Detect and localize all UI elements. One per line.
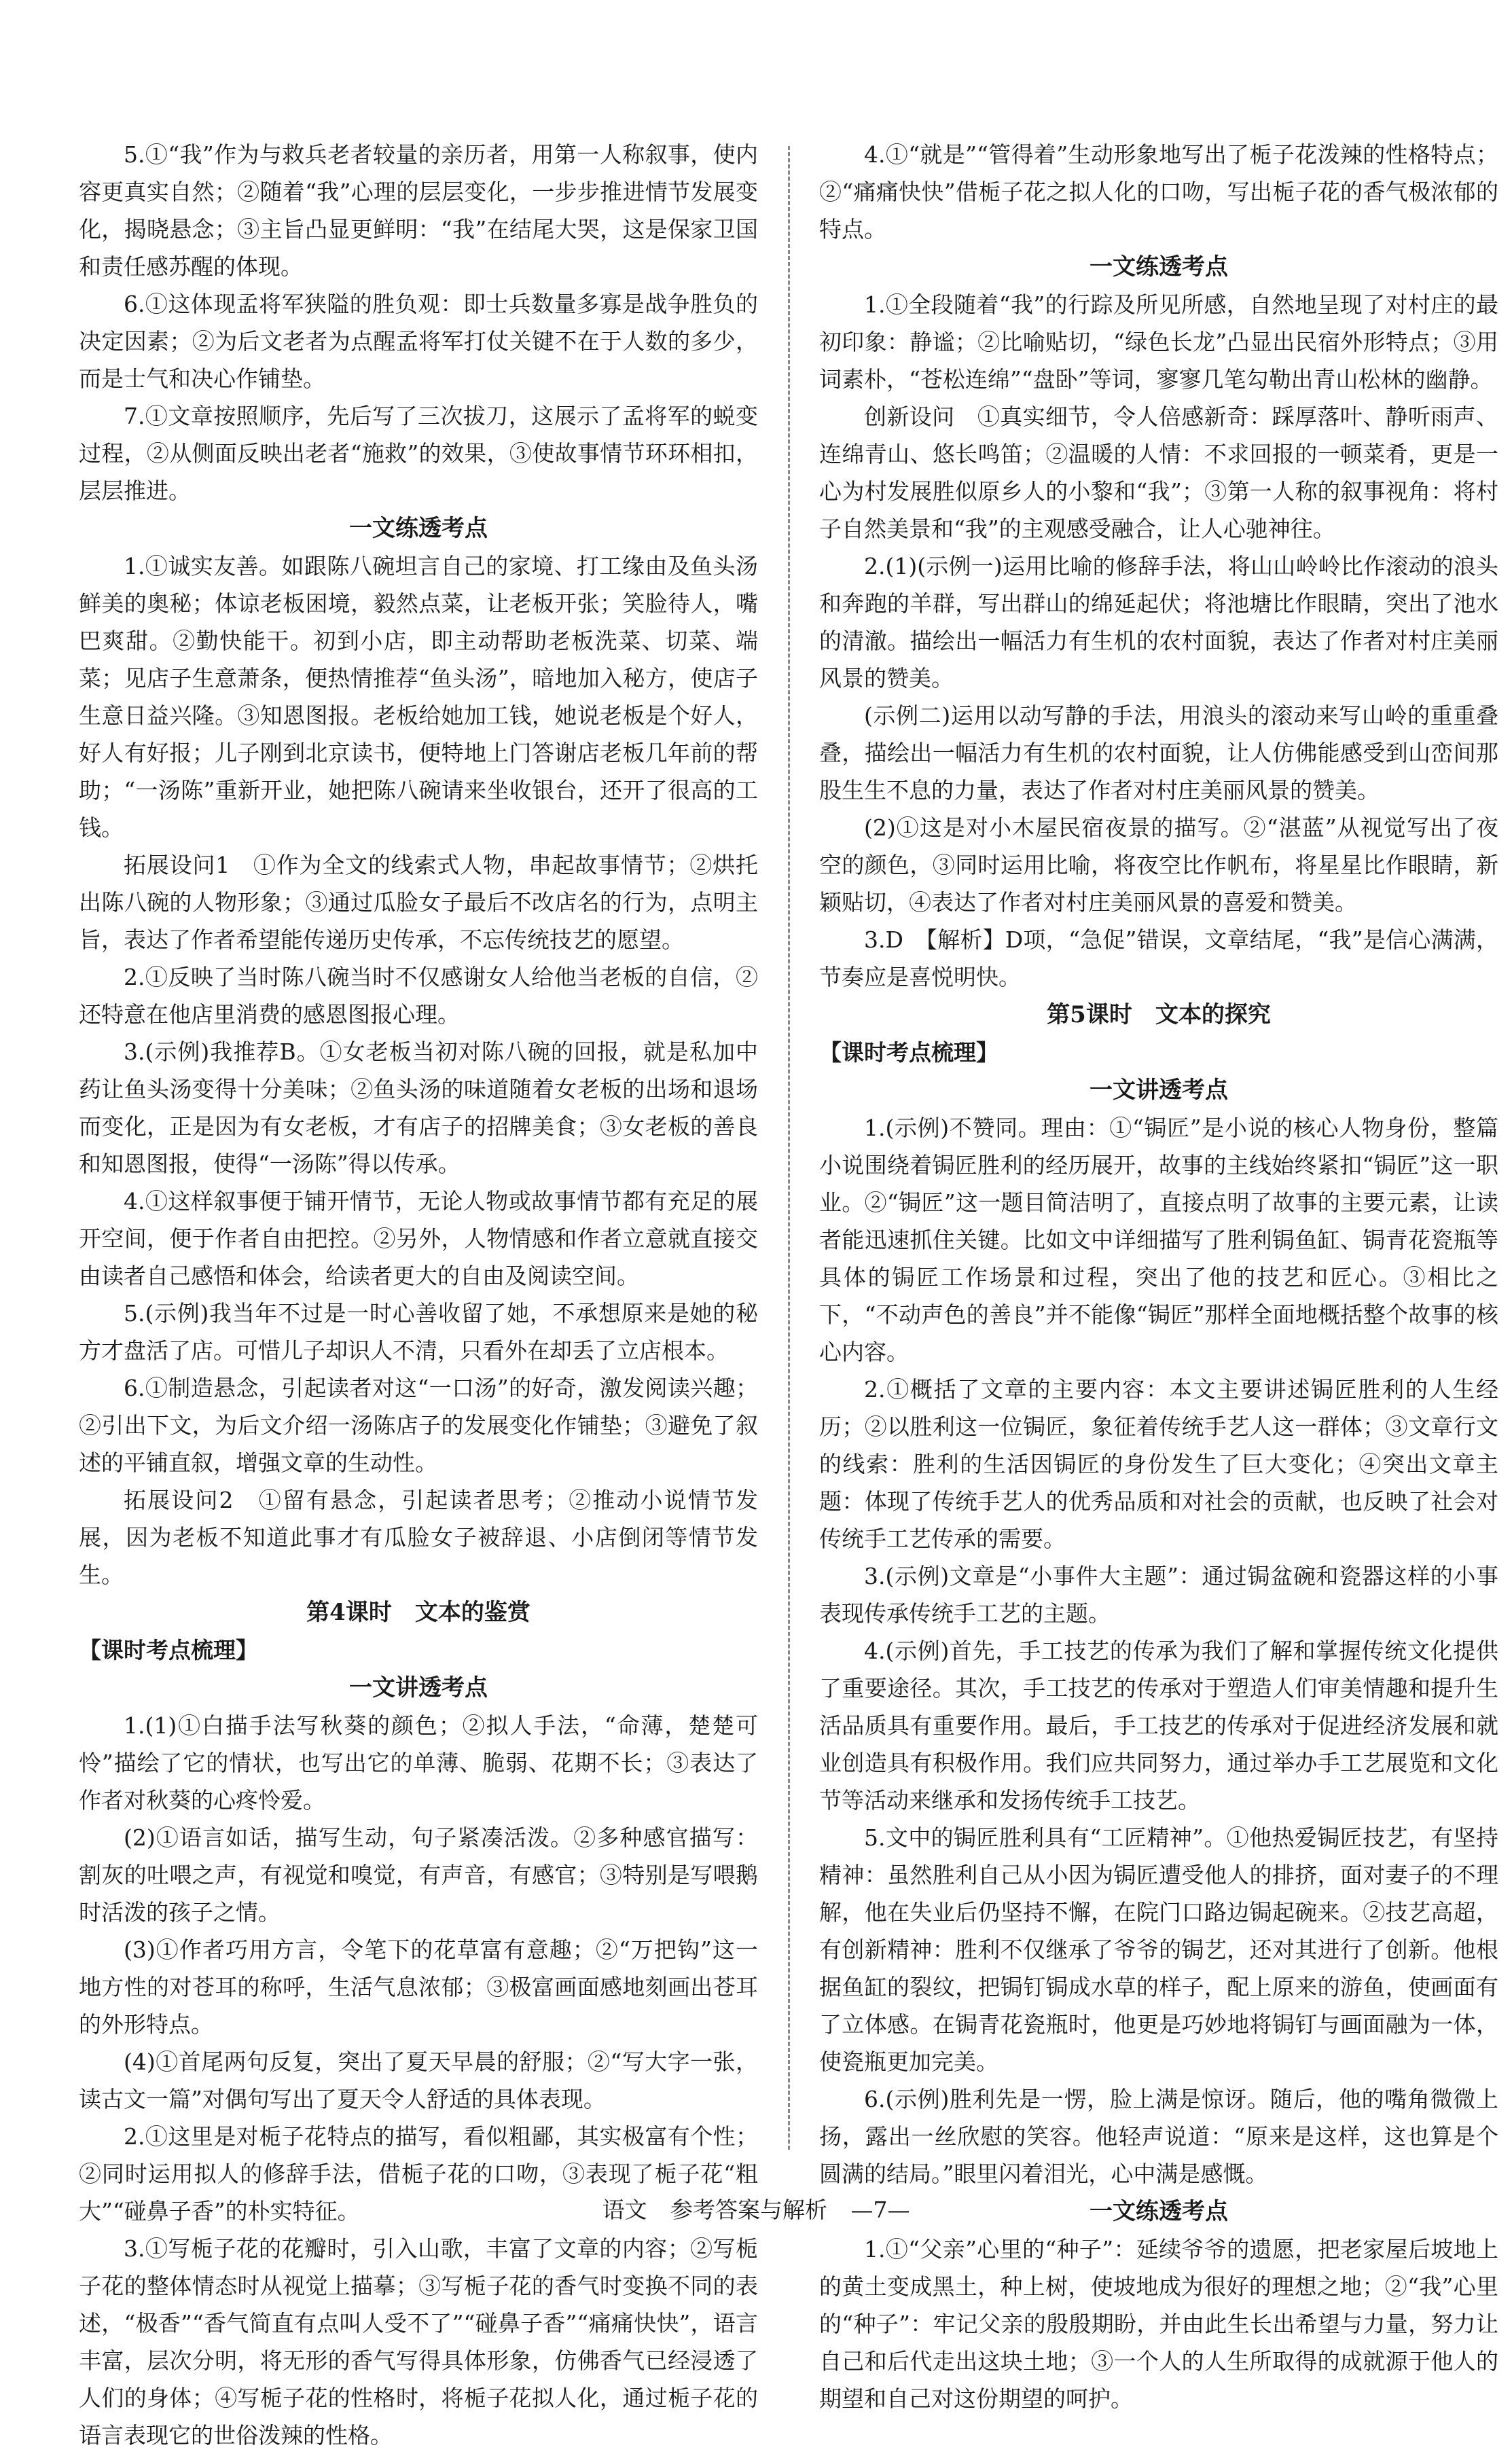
answer-paragraph: 3.(示例)文章是“小事件大主题”：通过锔盆碗和瓷器这样的小事表现传承传统手工艺的主题。: [819, 1563, 1498, 1627]
page-number: —7—: [850, 2197, 910, 2223]
section-heading: 一文练透考点: [1090, 2198, 1228, 2225]
column-divider: [788, 146, 790, 2150]
section-heading: 一文练透考点: [349, 515, 488, 542]
answer-paragraph: 2.(1)(示例一)运用比喻的修辞手法，将山山岭岭比作滚动的浪头和奔跑的羊群，写出群山的绵延起伏；将池塘比作眼睛，突出了池水的清澈。描绘出一幅活力有生机的农村面貌，表达了作者对村庄美丽风景的赞美。: [819, 553, 1498, 691]
lesson-title: 第5课时 文本的探究: [1047, 1001, 1271, 1028]
left-column: [79, 136, 758, 2454]
answer-paragraph: 7.①文章按照顺序，先后写了三次拔刀，这展示了孟将军的蜕变过程，②从侧面反映出老者“施救”的效果，③使故事情节环环相扣，层层推进。: [79, 403, 758, 504]
answer-paragraph: 1.①全段随着“我”的行踪及所见所感，自然地呈现了对村庄的最初印象：静谧；②比喻贴切，“绿色长龙”凸显出民宿外形特点；③用词素朴，“苍松连绵”“盘卧”等词，寥寥几笔勾勒出青山松林的幽静。: [819, 291, 1498, 393]
answer-paragraph: 1.(1)①白描手法写秋葵的颜色；②拟人手法，“命薄，楚楚可怜”描绘了它的情状，也写出它的单薄、脆弱、花期不长；③表达了作者对秋葵的心疼怜爱。: [79, 1712, 758, 1814]
answer-paragraph: 3.①写栀子花的花瓣时，引入山歌，丰富了文章的内容；②写栀子花的整体情态时从视觉上描摹；③写栀子花的香气时变换不同的表述，“极香”“香气简直有点叫人受不了”“碰鼻子香”“痛痛快快”，语言丰富，层次分明，将无形的香气写得具体形象，仿佛香气已经浸透了人们的身体；④写栀子花的性格时，将栀子花拟人化，通过栀子花的语言表现它的世俗泼辣的性格。: [79, 2235, 758, 2449]
answer-paragraph: (3)①作者巧用方言，令笔下的花草富有意趣；②“万把钩”这一地方性的对苍耳的称呼，生活气息浓郁；③极富画面感地刻画出苍耳的外形特点。: [79, 1936, 758, 2038]
right-column: [819, 136, 1498, 2417]
answer-paragraph: 5.(示例)我当年不过是一时心善收留了她，不承想原来是她的秘方才盘活了店。可惜儿子却识人不清，只看外在却丢了立店根本。: [79, 1300, 758, 1364]
answer-paragraph: 1.(示例)不赞同。理由：①“锔匠”是小说的核心人物身份，整篇小说围绕着锔匠胜利的经历展开，故事的主线始终紧扣“锔匠”这一职业。②“锔匠”这一题目简洁明了，直接点明了故事的主要元素，让读者能迅速抓住关键。比如文中详细描写了胜利锔鱼缸、锔青花瓷瓶等具体的锔匠工作场景和过程，突出了他的技艺和匠心。③相比之下，“不动声色的善良”并不能像“锔匠”那样全面地概括整个故事的核心内容。: [819, 1115, 1498, 1365]
answer-paragraph: 3.D 【解析】D项，“急促”错误，文章结尾，“我”是信心满满，节奏应是喜悦明快。: [819, 926, 1498, 990]
answer-paragraph: 5.①“我”作为与救兵老者较量的亲历者，用第一人称叙事，使内容更真实自然；②随着“我”心理的层层变化，一步步推进情节发展变化，揭晓悬念；③主旨凸显更鲜明：“我”在结尾大哭，这是保家卫国和责任感苏醒的体现。: [79, 141, 758, 280]
answer-paragraph: 3.(示例)我推荐B。①女老板当初对陈八碗的回报，就是私加中药让鱼头汤变得十分美味；②鱼头汤的味道随着女老板的出场和退场而变化，正是因为有女老板，才有店子的招牌美食；③女老板的善良和知恩图报，使得“一汤陈”得以传承。: [79, 1039, 758, 1177]
footer-title: 参考答案与解析: [670, 2197, 827, 2223]
answer-paragraph: (4)①首尾两句反复，突出了夏天早晨的舒服；②“写大字一张，读古文一篇”对偶句写出了夏天令人舒适的具体表现。: [79, 2049, 758, 2112]
section-heading: 一文讲透考点: [1090, 1077, 1228, 1104]
answer-paragraph: 4.①这样叙事便于铺开情节，无论人物或故事情节都有充足的展开空间，便于作者自由把控。②另外，人物情感和作者立意就直接交由读者自己感悟和体会，给读者更大的自由及阅读空间。: [79, 1188, 758, 1289]
answer-paragraph: 6.①这体现孟将军狭隘的胜负观：即士兵数量多寡是战争胜负的决定因素；②为后文老者为点醒孟将军打仗关键不在于人数的多少，而是士气和决心作铺垫。: [79, 291, 758, 392]
answer-paragraph: (示例二)运用以动写静的手法，用浪头的滚动来写山岭的重重叠叠，描绘出一幅活力有生机的农村面貌，让人仿佛能感受到山峦间那股生生不息的力量，表达了作者对村庄美丽风景的赞美。: [819, 702, 1498, 804]
answer-paragraph: 5.文中的锔匠胜利具有“工匠精神”。①他热爱锔匠技艺，有坚持精神：虽然胜利自己从小因为锔匠遭受他人的排挤，面对妻子的不理解，他在失业后仍坚持不懈，在院门口路边锔起碗来。②技艺高超，有创新精神：胜利不仅继承了爷爷的锔艺，还对其进行了创新。他根据鱼缸的裂纹，把锔钉锔成水草的样子，配上原来的游鱼，使画面有了立体感。在锔青花瓷瓶时，他更是巧妙地将锔钉与画面融为一体，使瓷瓶更加完美。: [819, 1824, 1498, 2075]
answer-paragraph: 1.①“父亲”心里的“种子”：延续爷爷的遗愿，把老家屋后坡地上的黄土变成黑土，种上树，使坡地成为很好的理想之地；②“我”心里的“种子”：牢记父亲的殷殷期盼，并由此生长出希望与力量，努力让自己和后代走出这块土地；③一个人的人生所取得的成就源于他人的期望和自己对这份期望的呵护。: [819, 2236, 1498, 2412]
answer-paragraph: 6.①制造悬念，引起读者对这“一口汤”的好奇，激发阅读兴趣；②引出下文，为后文介绍一汤陈店子的发展变化作铺垫；③避免了叙述的平铺直叙，增强文章的生动性。: [79, 1375, 758, 1476]
answer-paragraph: 1.①诚实友善。如跟陈八碗坦言自己的家境、打工缘由及鱼头汤鲜美的奥秘；体谅老板困境，毅然点菜，让老板开张；笑脸待人，嘴巴爽甜。②勤快能干。初到小店，即主动帮助老板洗菜、切菜、端菜；见店子生意萧条，便热情推荐“鱼头汤”，暗地加入秘方，使店子生意日益兴隆。③知恩图报。老板给她加工钱，她说老板是个好人，好人有好报；儿子刚到北京读书，便特地上门答谢店老板几年前的帮助；“一汤陈”重新开业，她把陈八碗请来坐收银台，还开了很高的工钱。: [79, 553, 758, 841]
answer-paragraph: (2)①这是对小木屋民宿夜景的描写。②“湛蓝”从视觉写出了夜空的颜色，③同时运用比喻，将夜空比作帆布，将星星比作眼睛，新颖贴切，④表达了作者对村庄美丽风景的喜爱和赞美。: [819, 814, 1498, 916]
answer-paragraph: 2.①这里是对栀子花特点的描写，看似粗鄙，其实极富有个性；②同时运用拟人的修辞手法，借栀子花的口吻，③表现了栀子花“粗大”“碰鼻子香”的朴实特征。: [79, 2123, 758, 2224]
answer-paragraph: 拓展设问2 ①留有悬念，引起读者思考；②推动小说情节发展，因为老板不知道此事才有瓜脸女子被辞退、小店倒闭等情节发生。: [79, 1487, 758, 1588]
answer-paragraph: 2.①反映了当时陈八碗当时不仅感谢女人给他当老板的自信，②还特意在他店里消费的感恩图报心理。: [79, 964, 758, 1028]
answer-paragraph: 4.①“就是”“管得着”生动形象地写出了栀子花泼辣的性格特点；②“痛痛快快”借栀子花之拟人化的口吻，写出栀子花的香气极浓郁的特点。: [819, 141, 1498, 242]
section-tag: 【课时考点梳理】: [819, 1039, 998, 1066]
section-heading: 一文讲透考点: [349, 1674, 488, 1701]
answer-paragraph: 拓展设问1 ①作为全文的线索式人物，串起故事情节；②烘托出陈八碗的人物形象；③通过瓜脸女子最后不改店名的行为，点明主旨，表达了作者希望能传递历史传承，不忘传统技艺的愿望。: [79, 852, 758, 953]
section-tag: 【课时考点梳理】: [79, 1637, 258, 1663]
lesson-title: 第4课时 文本的鉴赏: [306, 1599, 530, 1626]
answer-paragraph: 2.①概括了文章的主要内容：本文主要讲述锔匠胜利的人生经历；②以胜利这一位锔匠，象征着传统手艺人这一群体；③文章行文的线索：胜利的生活因锔匠的身份发生了巨大变化；④突出文章主题：体现了传统手艺人的优秀品质和对社会的贡献，也反映了社会对传统手工艺传承的需要。: [819, 1376, 1498, 1552]
answer-paragraph: 6.(示例)胜利先是一愣，脸上满是惊讶。随后，他的嘴角微微上扬，露出一丝欣慰的笑容。他轻声说道：“原来是这样，这也算是个圆满的结局。”眼里闪着泪光，心中满是感慨。: [819, 2086, 1498, 2187]
answer-paragraph: (2)①语言如话，描写生动，句子紧凑活泼。②多种感官描写：割灰的吐喂之声，有视觉和嗅觉，有声音，有感官；③特别是写喂鹅时活泼的孩子之情。: [79, 1824, 758, 1926]
answer-paragraph: 4.(示例)首先，手工技艺的传承为我们了解和掌握传统文化提供了重要途径。其次，手工技艺的传承对于塑造人们审美情趣和提升生活品质具有重要作用。最后，手工技艺的传承对于促进经济发展和就业创造具有积极作用。我们应共同努力，通过举办手工艺展览和文化节等活动来继承和发扬传统手工技艺。: [819, 1638, 1498, 1814]
answer-paragraph: 创新设问 ①真实细节，令人倍感新奇：踩厚落叶、静听雨声、连绵青山、悠长鸣笛；②温暖的人情：不求回报的一顿菜肴，更是一心为村发展胜似原乡人的小黎和“我”；③第一人称的叙事视角：将村子自然美景和“我”的主观感受融合，让人心驰神往。: [819, 403, 1498, 542]
section-heading: 一文练透考点: [1090, 253, 1228, 281]
page-footer: [0, 2193, 1512, 2224]
footer-subject: 语文: [602, 2197, 647, 2223]
